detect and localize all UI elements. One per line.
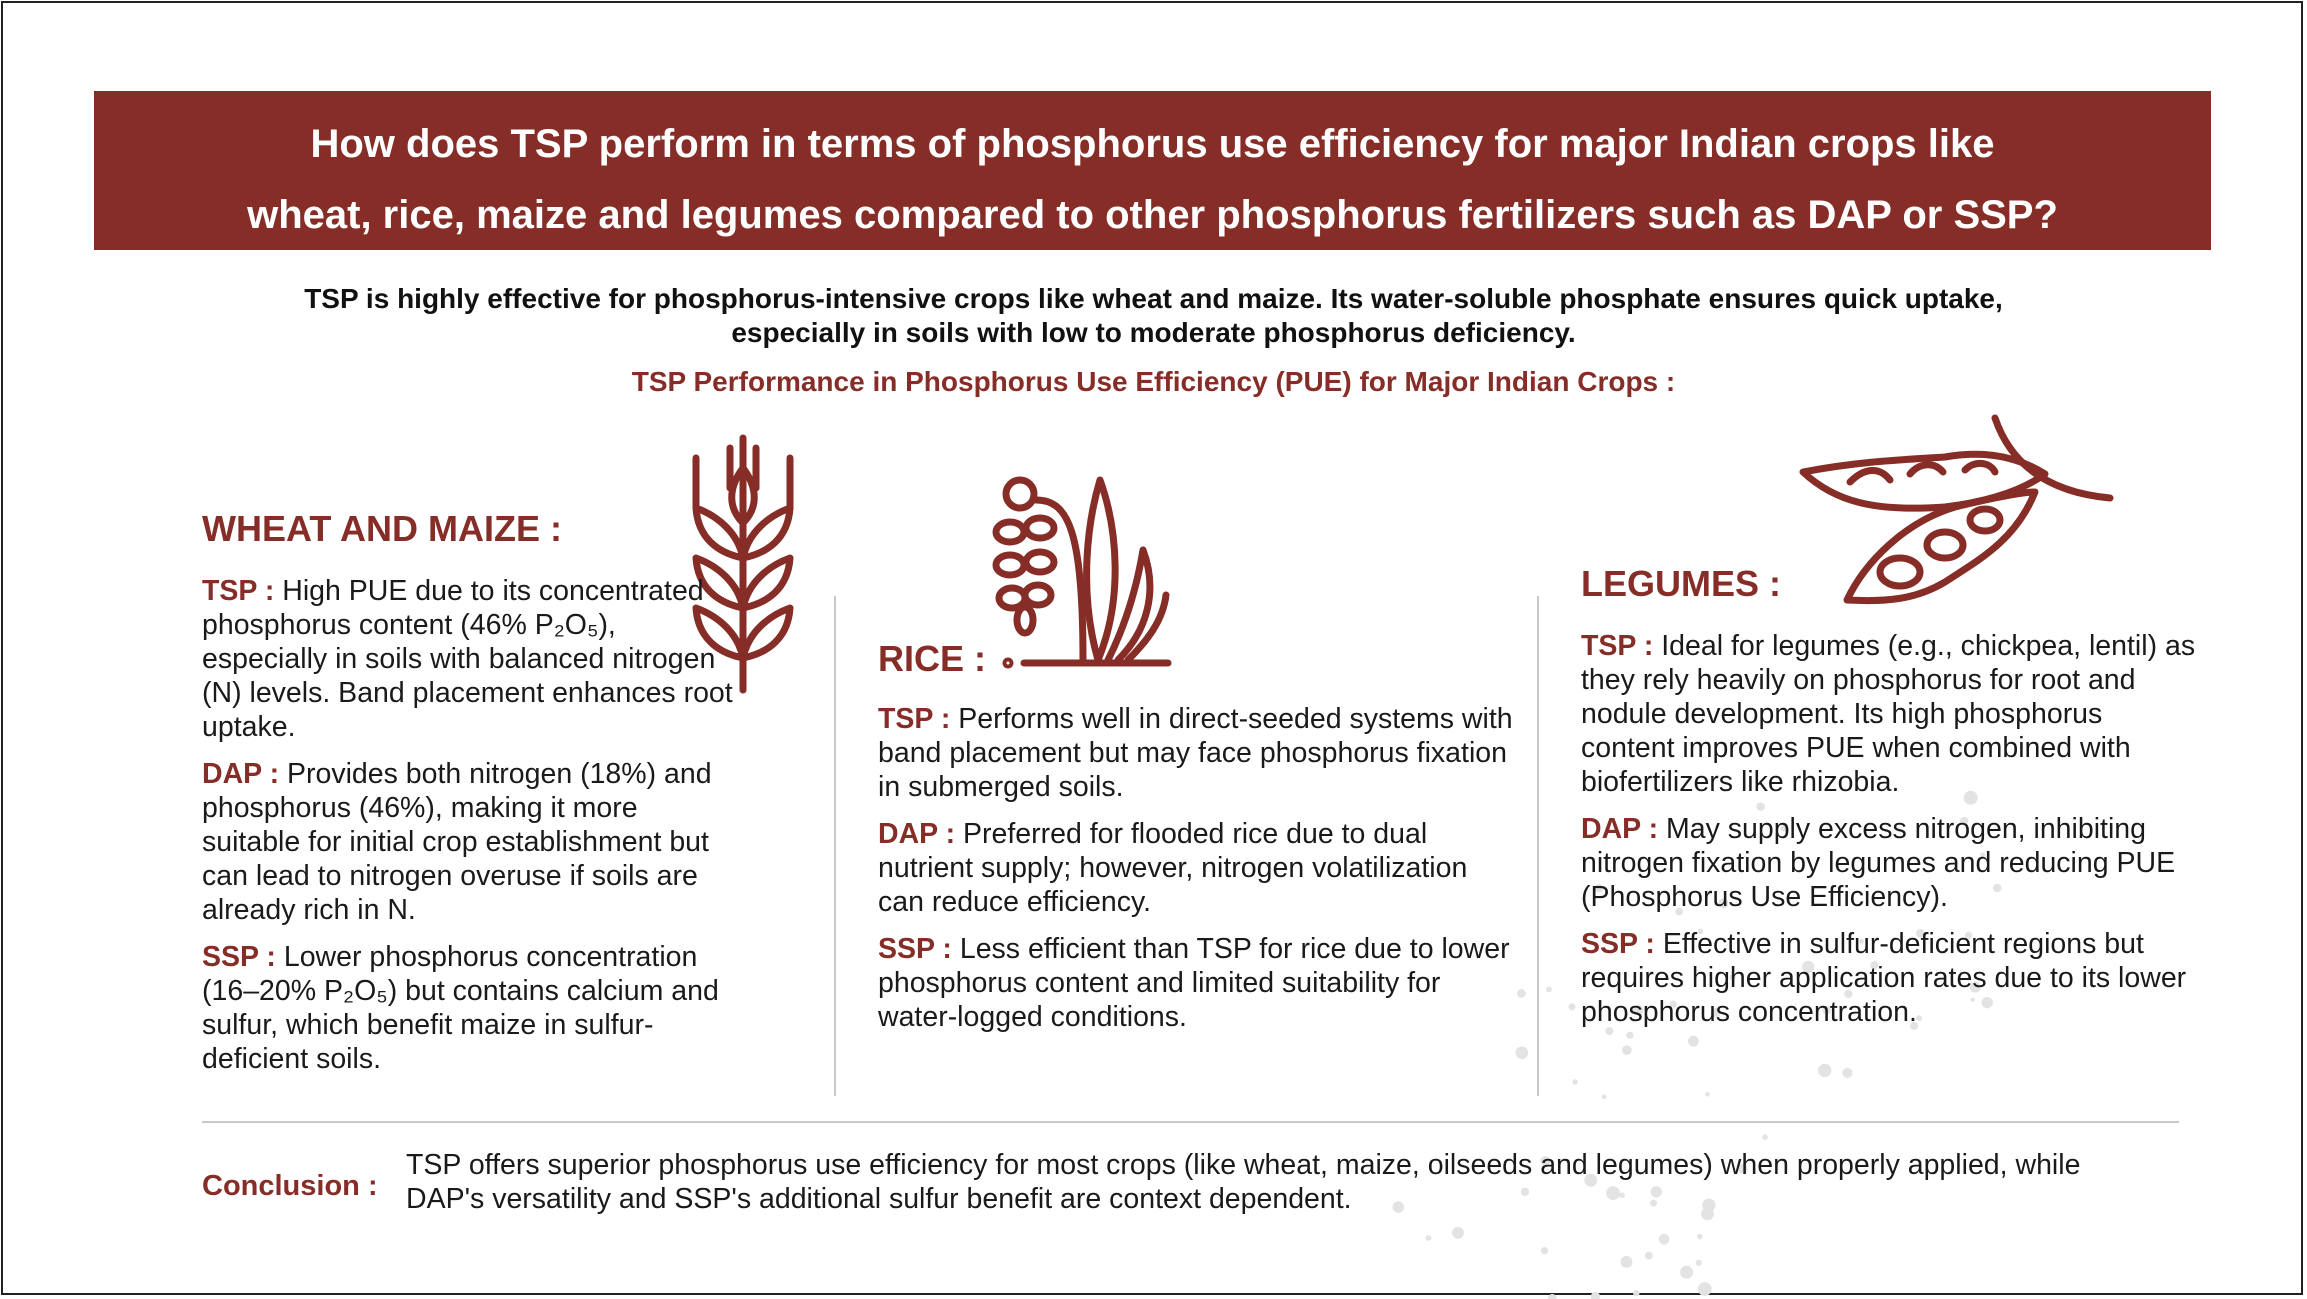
- wheat-ssp: SSP : Lower phosphorus concentration (16–20% P₂O₅) but contains calcium and sulfur, which benefit maize in sulfur-deficient soils.: [202, 941, 719, 1075]
- title-line-2: wheat, rice, maize and legumes compared to other phosphorus fertilizers such as DAP or SSP?: [247, 193, 2058, 237]
- decorative-dot: [1680, 1266, 1693, 1279]
- decorative-dot: [1591, 1292, 1600, 1299]
- decorative-dot: [1602, 1095, 1607, 1100]
- wheat-tsp: TSP : High PUE due to its concentrated phosphorus content (46% P₂O₅), especially in soils with balanced nitrogen (N) levels. Band placement enhances root uptake.: [202, 575, 733, 743]
- decorative-dot: [1698, 1282, 1712, 1296]
- column-divider: [834, 596, 836, 1096]
- decorative-dot: [1569, 1003, 1576, 1010]
- legumes-tsp: TSP : Ideal for legumes (e.g., chickpea, lentil) as they rely heavily on phosphorus for root and nodule development. Its high phosphorus content improves PUE when combined with biofertilizers like rhizobia.: [1581, 630, 2196, 798]
- decorative-dot: [1572, 1079, 1577, 1084]
- decorative-dot: [1645, 1252, 1653, 1260]
- wheat-column: [202, 574, 742, 1089]
- decorative-dot: [1659, 1234, 1670, 1245]
- section-heading-legumes: LEGUMES :: [1581, 563, 1782, 604]
- decorative-dot: [1705, 1092, 1710, 1097]
- subtitle: TSP Performance in Phosphorus Use Efficiency (PUE) for Major Indian Crops :: [631, 366, 1676, 397]
- decorative-dot: [1842, 1068, 1852, 1078]
- decorative-dot: [1633, 1290, 1639, 1296]
- legume-pod-icon: [1795, 412, 2115, 608]
- decorative-dot: [1452, 1227, 1464, 1239]
- rice-plant-icon: [988, 470, 1173, 672]
- decorative-dot: [1517, 989, 1526, 998]
- decorative-dot: [1622, 1045, 1632, 1055]
- title-line-1: How does TSP perform in terms of phosphorus use efficiency for major Indian crops like: [310, 122, 1995, 166]
- section-heading-rice: RICE :: [878, 638, 986, 679]
- decorative-dot: [1697, 1234, 1702, 1239]
- section-heading-wheat: WHEAT AND MAIZE :: [202, 508, 562, 549]
- decorative-dot: [1621, 1256, 1633, 1268]
- rice-tsp: TSP : Performs well in direct-seeded systems with band placement but may face phosphorus fixation in submerged soils.: [878, 703, 1513, 803]
- intro-line-1: TSP is highly effective for phosphorus-intensive crops like wheat and maize. Its water-soluble phosphate ensures quick uptake,: [304, 283, 2003, 314]
- legumes-dap: DAP : May supply excess nitrogen, inhibiting nitrogen fixation by legumes and reducing PUE (Phosphorus Use Efficiency).: [1581, 813, 2176, 913]
- decorative-dot: [1762, 1134, 1768, 1140]
- decorative-dot: [1696, 1260, 1702, 1266]
- title-banner: [94, 91, 2211, 250]
- decorative-dot: [1541, 1247, 1548, 1254]
- rice-ssp: SSP : Less efficient than TSP for rice due to lower phosphorus content and limited suitability for water-logged conditions.: [878, 933, 1510, 1033]
- intro-text: [0, 282, 2307, 350]
- decorative-dot: [1546, 987, 1552, 993]
- conclusion-text: TSP offers superior phosphorus use efficiency for most crops (like wheat, maize, oilseeds and legumes) when properly applied, while DAP's versatility and SSP's additional sulfur benefit are context dependent.: [406, 1149, 2081, 1215]
- rice-dap: DAP : Preferred for flooded rice due to dual nutrient supply; however, nitrogen volatilization can reduce efficiency.: [878, 818, 1468, 918]
- legumes-column: [1581, 629, 2201, 1042]
- legumes-ssp: SSP : Effective in sulfur-deficient regions but requires higher application rates due to its lower phosphorus concentration.: [1581, 928, 2187, 1028]
- decorative-dot: [1516, 1046, 1529, 1059]
- decorative-dot: [1818, 1064, 1831, 1077]
- conclusion-label: Conclusion :: [202, 1170, 378, 1202]
- rice-column: [878, 702, 1518, 1047]
- decorative-dot: [1548, 1294, 1556, 1299]
- intro-line-2: especially in soils with low to moderate phosphorus deficiency.: [731, 317, 1576, 348]
- column-divider: [1537, 596, 1539, 1096]
- horizontal-divider: [202, 1121, 2179, 1123]
- decorative-dot: [1426, 1235, 1432, 1241]
- wheat-dap: DAP : Provides both nitrogen (18%) and phosphorus (46%), making it more suitable for initial crop establishment but can lead to nitrogen overuse if soils are already rich in N.: [202, 758, 712, 926]
